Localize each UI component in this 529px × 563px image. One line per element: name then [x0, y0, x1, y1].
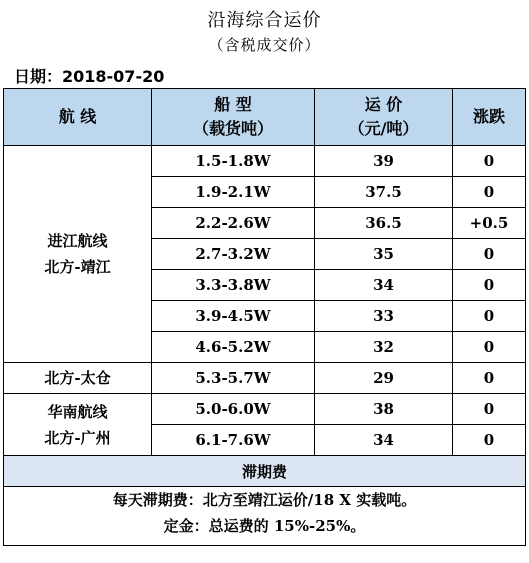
freight-price-cell: 32 — [315, 332, 453, 363]
route-line-1: 北方-太仓 — [44, 369, 111, 387]
demurrage-notes-row — [4, 487, 526, 546]
ship-type-cell: 2.2-2.6W — [152, 208, 315, 239]
ship-type-cell: 5.3-5.7W — [152, 363, 315, 394]
table-body — [4, 146, 526, 456]
ship-type-cell: 6.1-7.6W — [152, 425, 315, 456]
change-cell: 0 — [453, 239, 526, 270]
route-line-2: 北方-广州 — [44, 428, 111, 447]
header-ship-type-line1: 船 型 — [214, 95, 252, 114]
change-cell: 0 — [453, 332, 526, 363]
freight-price-cell: 37.5 — [315, 177, 453, 208]
freight-price-cell: 34 — [315, 425, 453, 456]
ship-type-cell: 1.9-2.1W — [152, 177, 315, 208]
freight-price-cell: 36.5 — [315, 208, 453, 239]
route-cell — [4, 394, 152, 456]
ship-type-cell: 3.3-3.8W — [152, 270, 315, 301]
ship-type-cell: 5.0-6.0W — [152, 394, 315, 425]
route-line-1: 进江航线 — [47, 232, 108, 250]
freight-price-cell: 38 — [315, 394, 453, 425]
header-change: 涨跌 — [453, 89, 526, 146]
change-cell: 0 — [453, 270, 526, 301]
demurrage-heading: 滞期费 — [4, 456, 526, 487]
header-freight — [315, 89, 453, 146]
route-cell — [4, 146, 152, 363]
change-cell: 0 — [453, 363, 526, 394]
change-cell: 0 — [453, 394, 526, 425]
change-cell: 0 — [453, 146, 526, 177]
ship-type-cell: 2.7-3.2W — [152, 239, 315, 270]
change-cell: 0 — [453, 177, 526, 208]
freight-price-cell: 39 — [315, 146, 453, 177]
ship-type-cell: 1.5-1.8W — [152, 146, 315, 177]
table-row — [4, 363, 526, 394]
ship-type-cell: 3.9-4.5W — [152, 301, 315, 332]
freight-price-cell: 35 — [315, 239, 453, 270]
date-label: 日期：2018-07-20 — [14, 67, 165, 86]
demurrage-notes — [4, 487, 526, 546]
route-cell — [4, 363, 152, 394]
change-cell: +0.5 — [453, 208, 526, 239]
header-ship-type-line2: （载货吨） — [192, 119, 273, 138]
header-freight-line2: （元/吨） — [348, 119, 419, 138]
table-row — [4, 394, 526, 425]
change-cell: 0 — [453, 425, 526, 456]
table-row — [4, 146, 526, 177]
freight-rate-table — [3, 88, 526, 546]
route-line-1: 华南航线 — [47, 402, 108, 421]
page-title: 沿海综合运价 — [207, 10, 322, 31]
demurrage-heading-row — [4, 456, 526, 487]
freight-price-cell: 29 — [315, 363, 453, 394]
freight-price-cell: 34 — [315, 270, 453, 301]
freight-price-cell: 33 — [315, 301, 453, 332]
change-cell: 0 — [453, 301, 526, 332]
header-row — [4, 89, 526, 146]
demurrage-note-2: 定金：总运费的 15%-25%。 — [163, 517, 366, 535]
ship-type-cell: 4.6-5.2W — [152, 332, 315, 363]
demurrage-note-1: 每天滞期费：北方至靖江运价/18 X 实载吨。 — [112, 491, 417, 509]
header-route: 航 线 — [4, 89, 152, 146]
header-ship-type — [152, 89, 315, 146]
route-line-2: 北方-靖江 — [44, 258, 111, 276]
page-subtitle: （含税成交价） — [208, 36, 321, 54]
header-freight-line1: 运 价 — [364, 95, 403, 114]
